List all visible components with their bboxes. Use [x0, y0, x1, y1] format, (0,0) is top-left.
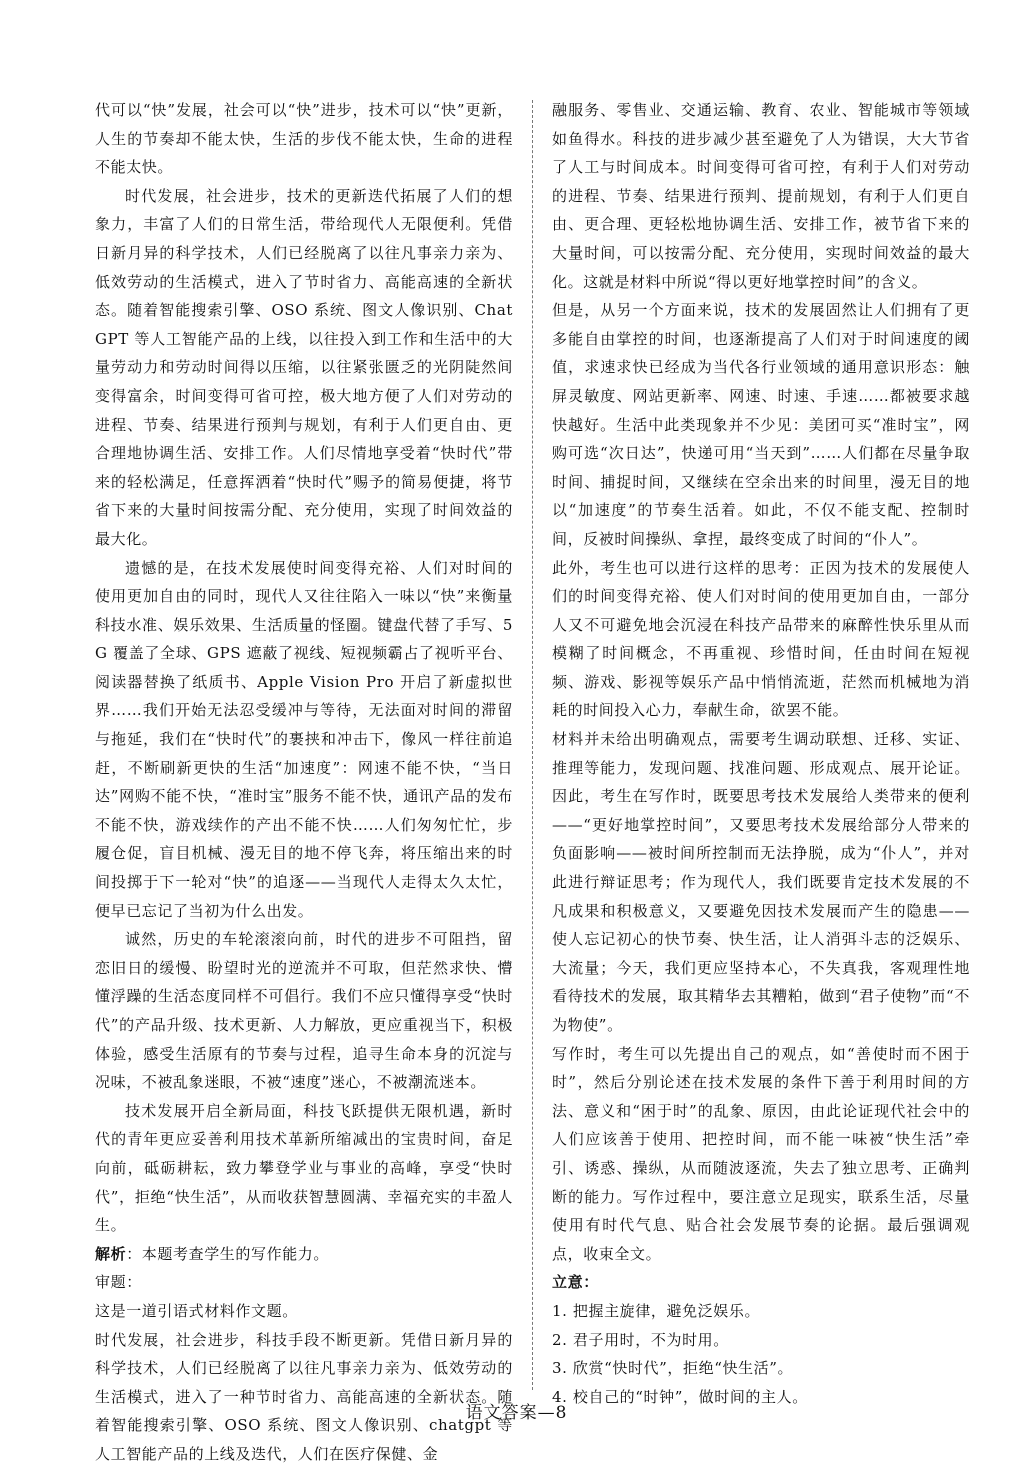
analysis-text: ：本题考查学生的写作能力。 — [126, 1244, 330, 1263]
right-paragraph-3: 此外，考生也可以进行这样的思考：正因为技术的发展使人们的时间变得充裕、使人们对时间的使用更加自由，一部分人又不可避免地会沉浸在科技产品带来的麻醉性快乐里从而模糊了时间概念，不再重视、珍惜时间，任由时间在短视频、游戏、影视等娱乐产品中悄悄流逝，茫然而机械地为消耗的时间投入心力，奉献生命，欲罢不能。 — [552, 558, 970, 720]
analysis-label: 解析 — [95, 1244, 127, 1263]
review-label: 审题： — [95, 1273, 142, 1292]
right-paragraph-1: 融服务、零售业、交通运输、教育、农业、智能城市等领域如鱼得水。科技的进步减少甚至避免了人为错误，大大节省了人工与时间成本。时间变得可省可控，有利于人们对劳动的进程、节奏、结果进行预判、提前规划，有利于人们更自由、更合理、更轻松地协调生活、安排工作，被节省下来的大量时间，可以按需分配、充分使用，实现时间效益的最大化。这就是材料中所说“得以更好地掌控时间”的含义。 — [552, 101, 970, 291]
idea-item-2: 2. 君子用时，不为时用。 — [552, 1330, 729, 1349]
left-column — [95, 96, 513, 1469]
column-divider — [532, 100, 533, 1390]
left-paragraph-4: 诚然，历史的车轮滚滚向前，时代的进步不可阻挡，留恋旧日的缓慢、盼望时光的逆流并不可取，但茫然求快、懵懂浮躁的生活态度同样不可倡行。我们不应只懂得享受“快时代”的产品升级、技术更新、人力解放，更应重视当下，积极体验，感受生活原有的节奏与过程，追寻生命本身的沉淀与况味，不被乱象迷眼，不被“速度”迷心，不被潮流迷本。 — [95, 930, 513, 1092]
idea-item-3: 3. 欣赏“快时代”，拒绝“快生活”。 — [552, 1359, 794, 1378]
left-paragraph-6: 这是一道引语式材料作文题。 — [95, 1301, 298, 1320]
idea-label: 立意： — [552, 1273, 599, 1292]
idea-item-1: 1. 把握主旋律，避免泛娱乐。 — [552, 1301, 761, 1320]
left-paragraph-2: 时代发展，社会进步，技术的更新迭代拓展了人们的想象力，丰富了人们的日常生活，带给现代人无限便利。凭借日新月异的科学技术，人们已经脱离了以往凡事亲力亲为、低效劳动的生活模式，进入了节时省力、高能高速的全新状态。随着智能搜索引擎、OSO 系统、图文人像识别、ChatGPT 等人工智能产品的上线，以往投入到工作和生活中的大量劳动力和劳动时间得以压缩，以往紧张匮乏的光阴陡然间变得富余，时间变得可省可控，极大地方便了人们对劳动的进程、节奏、结果进行预判与规划，有利于人们更自由、更合理地协调生活、安排工作。人们尽情地享受着“快时代”带来的轻松满足，任意挥洒着“快时代”赐予的简易便捷，将节省下来的大量时间按需分配、充分使用，实现了时间效益的最大化。 — [95, 186, 513, 548]
left-paragraph-5: 技术发展开启全新局面，科技飞跃提供无限机遇，新时代的青年更应妥善利用技术革新所缩减出的宝贵时间，奋足向前，砥砺耕耘，致力攀登学业与事业的高峰，享受“快时代”，拒绝“快生活”，从而收获智慧圆满、幸福充实的丰盈人生。 — [95, 1101, 513, 1235]
analysis-paragraph — [95, 1240, 513, 1269]
page-footer: 语文答案—8 — [465, 1403, 568, 1423]
left-paragraph-3: 遗憾的是，在技术发展使时间变得充裕、人们对时间的使用更加自由的同时，现代人又往往陷入一味以“快”来衡量科技水准、娱乐效果、生活质量的怪圈。键盘代替了手写、5G 覆盖了全球、GPS 遮蔽了视线、短视频霸占了视听平台、阅读器替换了纸质书、Apple Vision Pro 开启了新虚拟世界……我们开始无法忍受缓冲与等待，无法面对时间的滞留与拖延，我们在“快时代”的裹挟和冲击下，像风一样往前追赶，不断刷新更快的生活“加速度”：网速不能不快，“当日达”网购不能不快，“准时宝”服务不能不快，通讯产品的发布不能不快，游戏续作的产出不能不快……人们匆匆忙忙，步履仓促，盲目机械、漫无目的地不停飞奔，将压缩出来的时间投掷于下一轮对“快”的追逐——当现代人走得太久太忙，便早已忘记了当初为什么出发。 — [95, 558, 513, 920]
right-paragraph-5: 写作时，考生可以先提出自己的观点，如“善使时而不困于时”，然后分别论述在技术发展的条件下善于利用时间的方法、意义和“困于时”的乱象、原因，由此论证现代社会中的人们应该善于使用、把控时间，而不能一味被“快生活”牵引、诱惑、操纵，从而随波逐流，失去了独立思考、正确判断的能力。写作过程中，要注意立足现实，联系生活，尽量使用有时代气息、贴合社会发展节奏的论据。最后强调观点，收束全文。 — [552, 1044, 970, 1263]
idea-item-4: 4. 校自己的“时钟”，做时间的主人。 — [552, 1387, 808, 1406]
right-paragraph-4: 材料并未给出明确观点，需要考生调动联想、迁移、实证、推理等能力，发现问题、找准问题、形成观点、展开论证。因此，考生在写作时，既要思考技术发展给人类带来的便利——“更好地掌控时间”，又要思考技术发展给部分人带来的负面影响——被时间所控制而无法挣脱，成为“仆人”，并对此进行辩证思考；作为现代人，我们既要肯定技术发展的不凡成果和积极意义，又要避免因技术发展而产生的隐患——使人忘记初心的快节奏、快生活，让人消弭斗志的泛娱乐、大流量；今天，我们更应坚持本心，不失真我，客观理性地看待技术的发展，取其精华去其糟粕，做到“君子使物”而“不为物使”。 — [552, 730, 970, 1034]
left-paragraph-1: 代可以“快”发展，社会可以“快”进步，技术可以“快”更新，人生的节奏却不能太快，生活的步伐不能太快，生命的进程不能太快。 — [95, 101, 513, 177]
right-column — [552, 96, 970, 1411]
left-paragraph-7: 时代发展，社会进步，科技手段不断更新。凭借日新月异的科学技术，人们已经脱离了以往凡事亲力亲为、低效劳动的生活模式，进入了一种节时省力、高能高速的全新状态。随着智能搜索引擎、OSO 系统、图文人像识别、chatgpt 等人工智能产品的上线及迭代，人们在医疗保健、金 — [95, 1330, 513, 1463]
right-paragraph-2: 但是，从另一个方面来说，技术的发展固然让人们拥有了更多能自由掌控的时间，也逐渐提高了人们对于时间速度的阈值，求速求快已经成为当代各行业领域的通用意识形态：触屏灵敏度、网站更新率、网速、时速、手速……都被要求越快越好。生活中此类现象并不少见：美团可买“准时宝”，网购可选“次日达”，快递可用“当天到”……人们都在尽量争取时间、捕捉时间，又继续在空余出来的时间里，漫无目的地以“加速度”的节奏生活着。如此，不仅不能支配、控制时间，反被时间操纵、拿捏，最终变成了时间的“仆人”。 — [552, 301, 970, 548]
